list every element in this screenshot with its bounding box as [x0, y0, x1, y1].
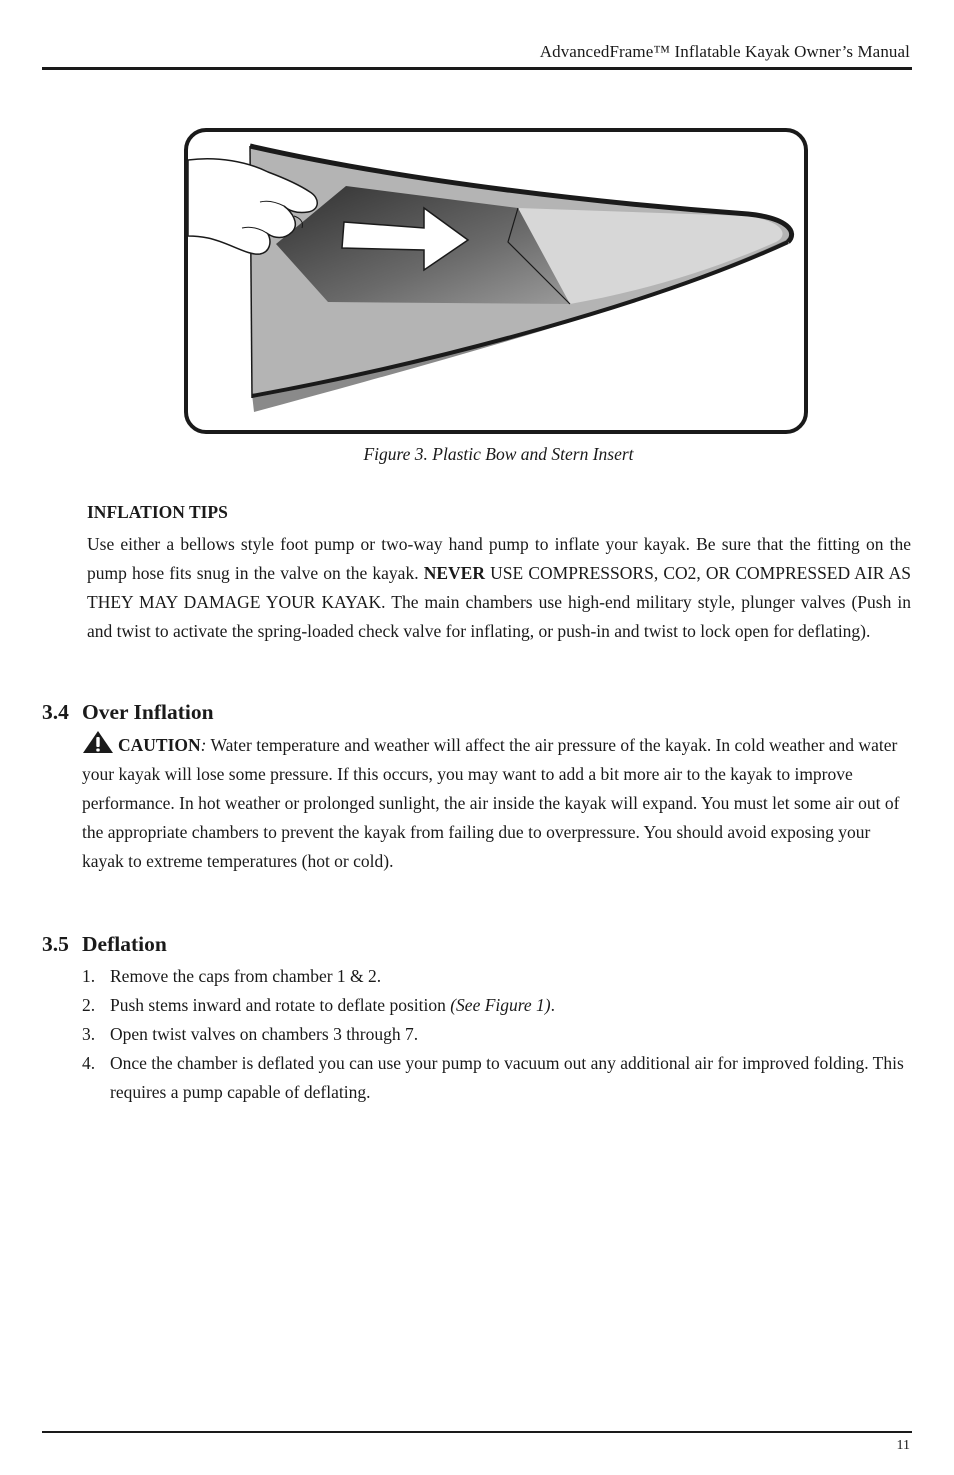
inflation-tips-text-2: USE COMPRESSORS, CO2, OR COMPRESSED AIR AS THEY MAY DAMAGE YOUR KAYAK. The main chambers use high-end military style, plunger valves (Push in and twist to activate the spring-loaded check valve for inflating, or push-in and twist to lock open for deflating). — [87, 563, 911, 641]
step-text-container — [110, 991, 912, 1020]
inflation-tips-text-1: Use either a bellows style foot pump or two-way hand pump to inflate your kayak. Be sure that the fitting on the pump hose fits snug in the valve on the kayak. — [87, 534, 911, 583]
header-rule — [42, 67, 912, 70]
step-number: 4. — [82, 1053, 96, 1073]
list-item — [82, 1049, 912, 1107]
running-header: AdvancedFrame™ Inflatable Kayak Owner’s Manual — [539, 42, 910, 61]
deflation-steps-list — [82, 962, 912, 1107]
list-item — [82, 962, 912, 991]
inflation-tips-body — [87, 530, 911, 646]
inflation-tips-heading: INFLATION TIPS — [87, 502, 228, 522]
footer-rule — [42, 1431, 912, 1433]
section-number: 3.5 — [42, 932, 69, 956]
section-number: 3.4 — [42, 700, 69, 724]
step-number: 3. — [82, 1024, 96, 1044]
caution-colon: : — [200, 735, 207, 755]
step-number: 1. — [82, 966, 96, 986]
step-text: Remove the caps from chamber 1 & 2. — [110, 966, 382, 986]
page-number: 11 — [896, 1438, 910, 1453]
section-title: Over Inflation — [82, 700, 214, 724]
step-text: Open twist valves on chambers 3 through 7. — [110, 1024, 419, 1044]
caution-paragraph — [82, 730, 912, 876]
warning-triangle-icon — [82, 730, 114, 754]
step-number: 2. — [82, 995, 96, 1015]
figure-reference: (See Figure 1) — [450, 995, 551, 1015]
figure-illustration — [184, 128, 808, 434]
kayak-bow-insert-illustration — [188, 132, 804, 430]
section-heading-over-inflation — [42, 700, 214, 725]
step-text-end: . — [550, 995, 556, 1015]
caution-text: Water temperature and weather will affect the air pressure of the kayak. In cold weather and water your kayak will lose some pressure. If this occurs, you may want to add a bit more air to the kayak to improve performance. In hot weather or prolonged sunlight, the air inside the kayak will expand. You must let some air out of the appropriate chambers to prevent the kayak from failing due to overpressure. You should avoid exposing your kayak to extreme temperatures (hot or cold). — [82, 735, 900, 871]
section-heading-deflation — [42, 932, 167, 957]
caution-label: CAUTION — [118, 735, 201, 755]
list-item — [82, 991, 912, 1020]
section-title: Deflation — [82, 932, 167, 956]
step-text: Push stems inward and rotate to deflate position — [110, 995, 451, 1015]
figure-caption: Figure 3. Plastic Bow and Stern Insert — [363, 444, 634, 464]
list-item — [82, 1020, 912, 1049]
never-emphasis: NEVER — [423, 563, 485, 583]
step-text: Once the chamber is deflated you can use your pump to vacuum out any additional air for improved folding. This requires a pump capable of deflating. — [110, 1053, 904, 1102]
